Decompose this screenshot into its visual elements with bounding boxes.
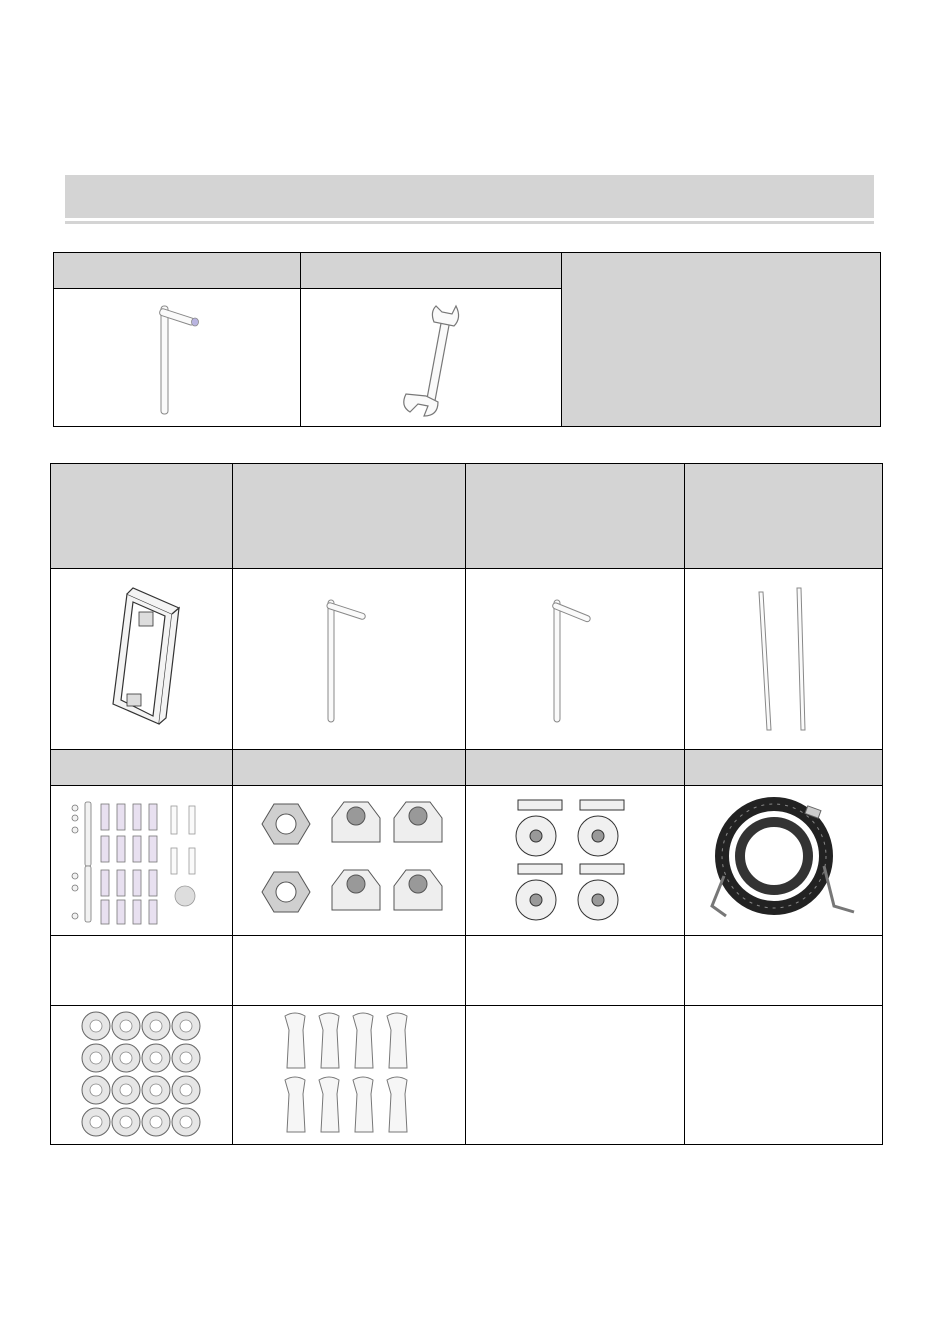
tools-table (53, 252, 881, 427)
clips-icon (279, 1010, 419, 1140)
frame-bracket-icon (97, 584, 187, 734)
parts-header-1-3 (466, 464, 685, 569)
washers-icon (80, 1010, 204, 1140)
caster-wheels-icon (510, 796, 640, 926)
tools-header-allen-key (54, 253, 301, 289)
bolts-set-icon (67, 796, 217, 926)
parts-cell-rods (685, 569, 883, 750)
parts-header-3-4 (685, 936, 883, 1006)
parts-header-2-2 (233, 750, 466, 786)
lock-nuts-icon (254, 796, 444, 926)
parts-header-1-4 (685, 464, 883, 569)
parts-cell-large-allen-key (233, 569, 466, 750)
tools-cell-allen-key (54, 289, 301, 427)
tools-header-wrench (301, 253, 562, 289)
medium-allen-key-icon (540, 594, 610, 724)
two-rods-icon (739, 584, 829, 734)
bungee-cord-icon (704, 796, 864, 926)
parts-header-2-1 (51, 750, 233, 786)
parts-header-1-2 (233, 464, 466, 569)
parts-cell-frame-bracket (51, 569, 233, 750)
parts-header-2-3 (466, 750, 685, 786)
section-rule (65, 221, 874, 224)
parts-cell-clips (233, 1006, 466, 1145)
section-header-bar (65, 175, 874, 218)
parts-cell-empty-2 (685, 1006, 883, 1145)
parts-header-2-4 (685, 750, 883, 786)
parts-header-3-1 (51, 936, 233, 1006)
parts-cell-medium-allen-key (466, 569, 685, 750)
large-allen-key-icon (314, 594, 384, 724)
parts-cell-washers (51, 1006, 233, 1145)
parts-cell-casters (466, 786, 685, 936)
parts-table (50, 463, 883, 1145)
parts-cell-bolts (51, 786, 233, 936)
parts-header-3-3 (466, 936, 685, 1006)
tools-header-note (562, 253, 881, 427)
parts-header-3-2 (233, 936, 466, 1006)
parts-cell-empty-1 (466, 1006, 685, 1145)
open-end-wrench-icon (396, 298, 466, 418)
parts-cell-bungee (685, 786, 883, 936)
parts-cell-nuts (233, 786, 466, 936)
tools-cell-wrench (301, 289, 562, 427)
parts-header-1-1 (51, 464, 233, 569)
allen-key-icon (147, 300, 207, 416)
